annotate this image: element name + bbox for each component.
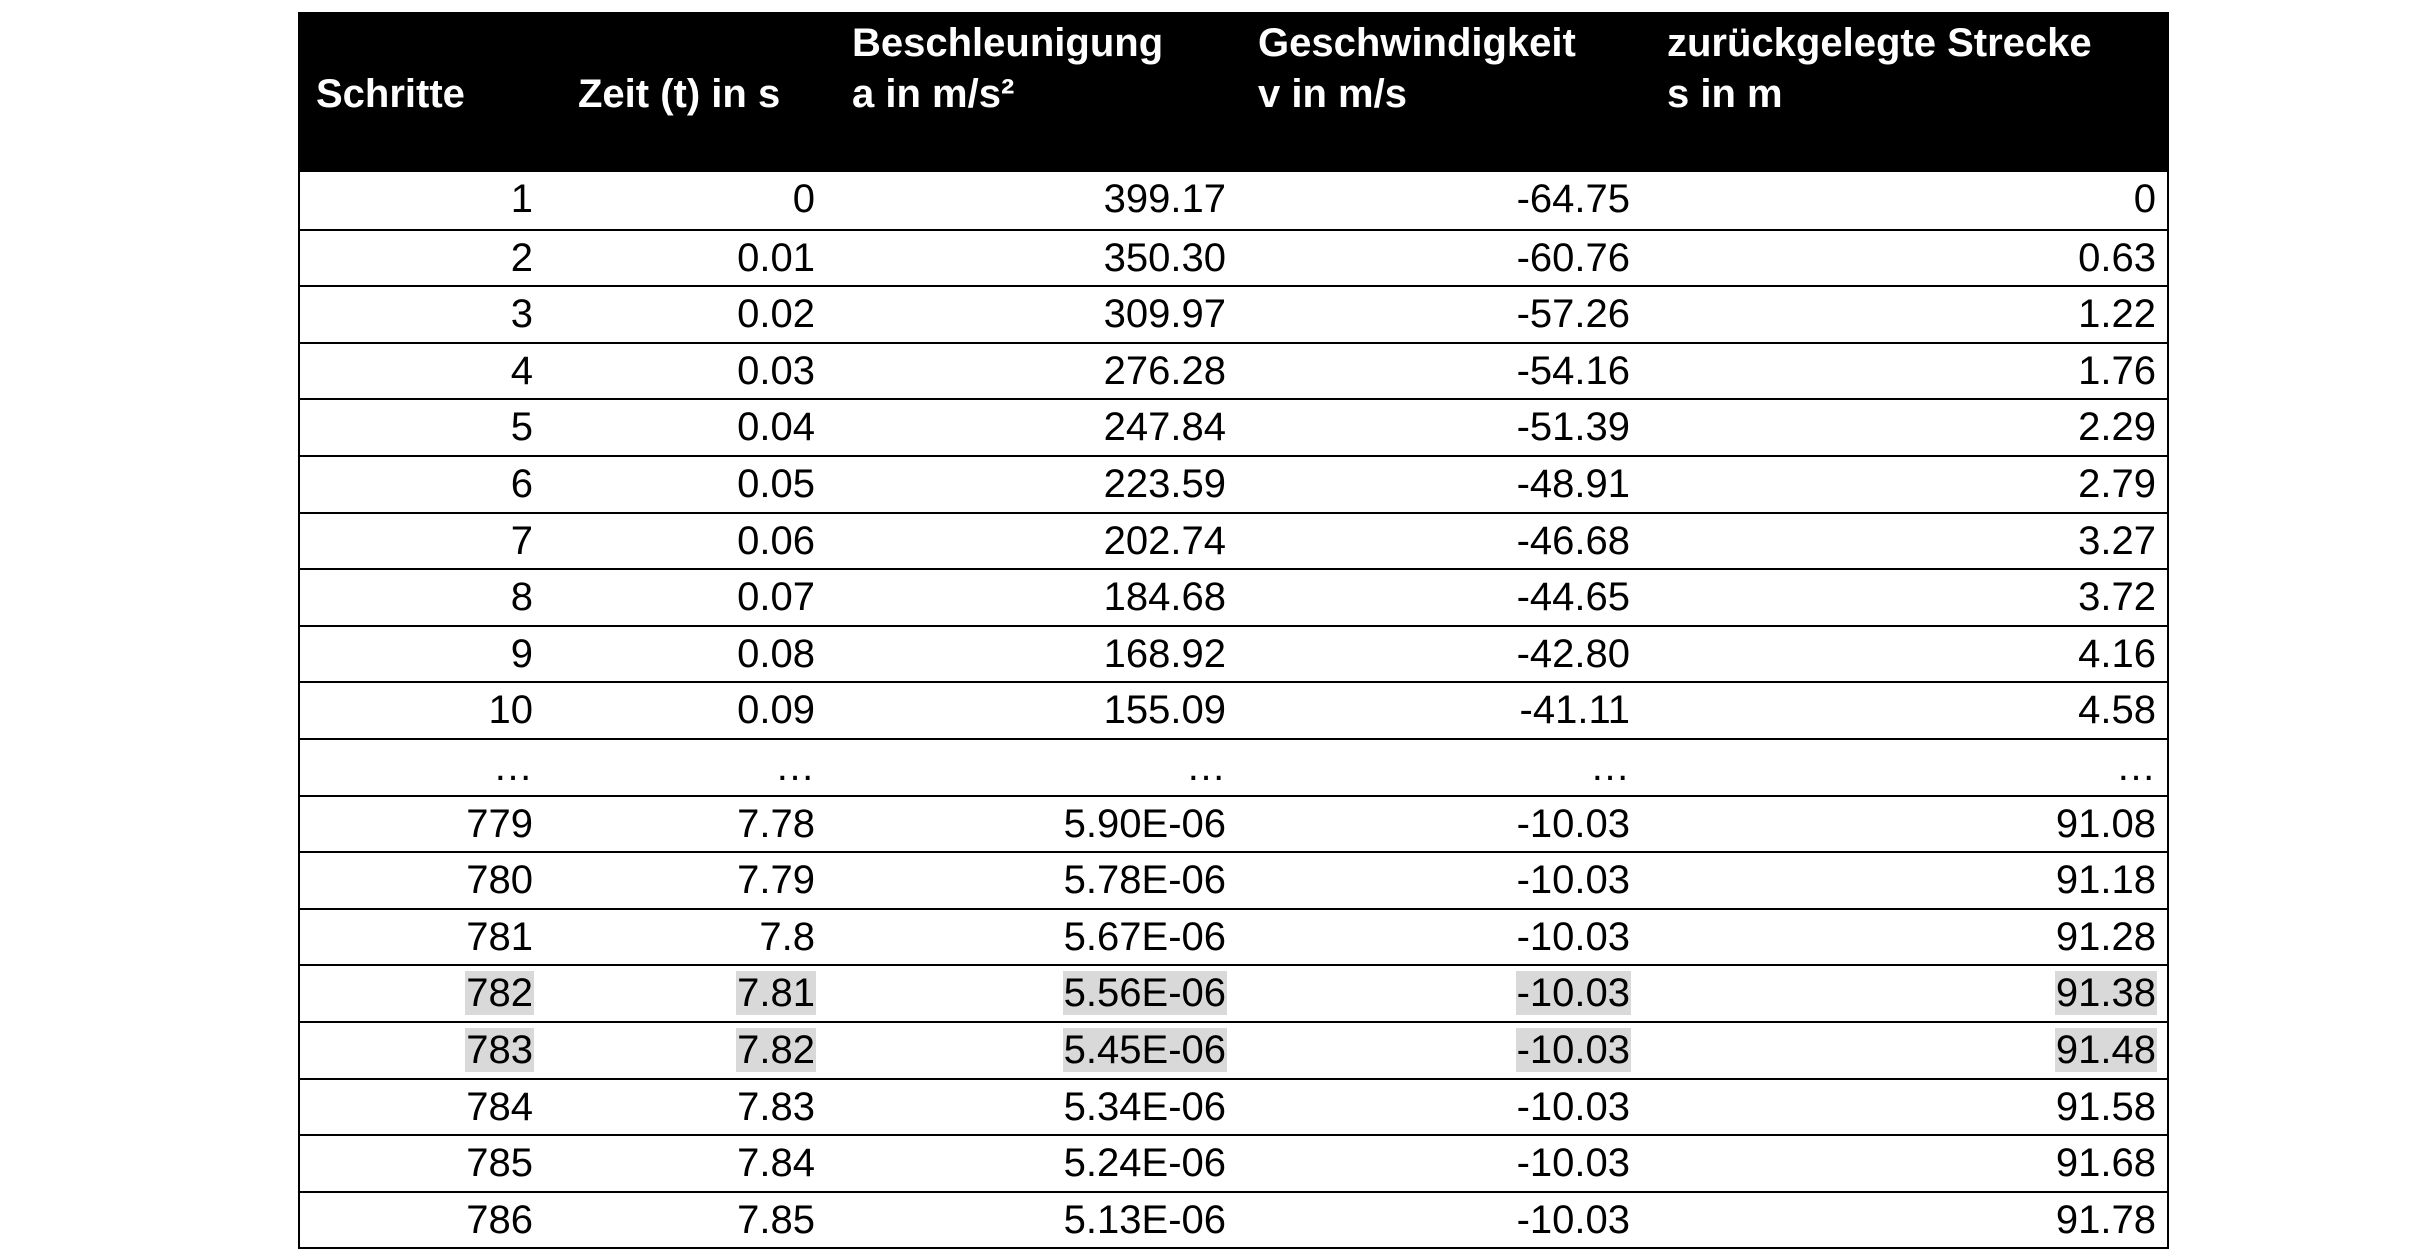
steps-cell xyxy=(300,231,550,286)
header-cell-acceleration: Beschleunigung a in m/s² xyxy=(852,21,1164,116)
velocity-cell xyxy=(1231,627,1640,682)
cell-value: -10.03 xyxy=(1516,1197,1630,1242)
velocity-cell xyxy=(1231,514,1640,569)
cell-value: -10.03 xyxy=(1516,1084,1630,1129)
steps-cell xyxy=(300,1193,550,1248)
velocity-cell xyxy=(1231,1080,1640,1135)
cell-value: 91.28 xyxy=(2055,914,2156,959)
acceleration-cell xyxy=(828,457,1231,512)
steps-cell xyxy=(300,344,550,399)
acceleration-cell xyxy=(828,966,1231,1021)
cell-value: 7.8 xyxy=(759,914,815,959)
cell-value: 5.24E-06 xyxy=(1063,1141,1226,1186)
time-cell xyxy=(550,1023,828,1078)
cell-value: 247.84 xyxy=(1103,405,1226,450)
cell-value: 1.22 xyxy=(2078,292,2156,337)
table-row xyxy=(300,512,2167,569)
table-row xyxy=(300,1078,2167,1135)
cell-value: 0.04 xyxy=(737,405,815,450)
table-row xyxy=(300,455,2167,512)
cell-value: -42.80 xyxy=(1516,631,1630,676)
distance-cell xyxy=(1640,287,2167,342)
time-cell xyxy=(550,797,828,852)
steps-cell xyxy=(300,457,550,512)
distance-cell xyxy=(1640,910,2167,965)
velocity-cell xyxy=(1231,683,1640,738)
acceleration-cell xyxy=(828,287,1231,342)
table-body xyxy=(298,172,2169,1249)
cell-value: 5.78E-06 xyxy=(1063,858,1226,903)
cell-value: 1.76 xyxy=(2078,348,2156,393)
cell-value: 168.92 xyxy=(1103,631,1226,676)
table-header xyxy=(298,12,2169,172)
time-cell xyxy=(550,570,828,625)
distance-cell xyxy=(1640,853,2167,908)
header-cell-steps: Schritte xyxy=(316,72,465,116)
time-cell xyxy=(550,400,828,455)
cell-value: 779 xyxy=(466,801,533,846)
distance-cell xyxy=(1640,172,2167,229)
data-table xyxy=(298,12,2169,1249)
cell-value: 780 xyxy=(466,858,533,903)
velocity-cell xyxy=(1231,966,1640,1021)
cell-value: 3.27 xyxy=(2078,518,2156,563)
velocity-cell xyxy=(1231,853,1640,908)
time-cell xyxy=(550,1193,828,1248)
velocity-cell xyxy=(1231,231,1640,286)
time-cell xyxy=(550,853,828,908)
steps-cell xyxy=(300,797,550,852)
cell-value: -10.03 xyxy=(1516,914,1630,959)
cell-value: 2.29 xyxy=(2078,405,2156,450)
cell-value: 4 xyxy=(510,348,533,393)
table-row xyxy=(300,964,2167,1021)
distance-cell xyxy=(1640,627,2167,682)
cell-value: -51.39 xyxy=(1516,405,1630,450)
cell-value: 5.34E-06 xyxy=(1063,1084,1226,1129)
cell-value: 350.30 xyxy=(1103,235,1226,280)
acceleration-cell xyxy=(828,231,1231,286)
cell-value: -10.03 xyxy=(1516,971,1630,1016)
steps-cell xyxy=(300,740,550,795)
header-cell-distance: zurückgelegte Strecke s in m xyxy=(1667,21,2092,116)
distance-cell xyxy=(1640,966,2167,1021)
cell-value: 781 xyxy=(466,914,533,959)
velocity-cell xyxy=(1231,400,1640,455)
cell-value: 91.78 xyxy=(2055,1197,2156,1242)
cell-value: 91.18 xyxy=(2055,858,2156,903)
distance-cell xyxy=(1640,344,2167,399)
cell-value: 0.06 xyxy=(737,518,815,563)
acceleration-cell xyxy=(828,683,1231,738)
distance-cell xyxy=(1640,1080,2167,1135)
cell-value: 4.16 xyxy=(2078,631,2156,676)
table-row xyxy=(300,229,2167,286)
cell-value: 5.56E-06 xyxy=(1063,971,1226,1016)
acceleration-cell xyxy=(828,910,1231,965)
cell-value: 3 xyxy=(510,292,533,337)
distance-cell xyxy=(1640,570,2167,625)
cell-value: -10.03 xyxy=(1516,801,1630,846)
velocity-cell xyxy=(1231,344,1640,399)
cell-value: 0.08 xyxy=(737,631,815,676)
cell-value: -64.75 xyxy=(1516,177,1630,221)
table-row xyxy=(300,1021,2167,1078)
cell-value: … xyxy=(1186,744,1226,789)
cell-value: 7.85 xyxy=(737,1197,815,1242)
cell-value: 7.83 xyxy=(737,1084,815,1129)
cell-value: 399.17 xyxy=(1103,177,1226,221)
cell-value: 4.58 xyxy=(2078,688,2156,733)
cell-value: 8 xyxy=(510,575,533,620)
cell-value: 7.82 xyxy=(737,1027,815,1072)
distance-cell xyxy=(1640,740,2167,795)
cell-value: -44.65 xyxy=(1516,575,1630,620)
acceleration-cell xyxy=(828,853,1231,908)
cell-value: 2.79 xyxy=(2078,461,2156,506)
distance-cell xyxy=(1640,1193,2167,1248)
header-cell-time: Zeit (t) in s xyxy=(578,72,781,116)
time-cell xyxy=(550,344,828,399)
cell-value: -60.76 xyxy=(1516,235,1630,280)
cell-value: -54.16 xyxy=(1516,348,1630,393)
time-cell xyxy=(550,172,828,229)
cell-value: 184.68 xyxy=(1103,575,1226,620)
table-row xyxy=(300,1134,2167,1191)
cell-value: 5.13E-06 xyxy=(1063,1197,1226,1242)
velocity-cell xyxy=(1231,570,1640,625)
cell-value: 783 xyxy=(466,1027,533,1072)
cell-value: 7.79 xyxy=(737,858,815,903)
steps-cell xyxy=(300,1080,550,1135)
cell-value: 5.90E-06 xyxy=(1063,801,1226,846)
acceleration-cell xyxy=(828,344,1231,399)
cell-value: -41.11 xyxy=(1519,688,1630,733)
distance-cell xyxy=(1640,231,2167,286)
steps-cell xyxy=(300,853,550,908)
velocity-cell xyxy=(1231,287,1640,342)
cell-value: -10.03 xyxy=(1516,858,1630,903)
velocity-cell xyxy=(1231,172,1640,229)
cell-value: 0.09 xyxy=(737,688,815,733)
cell-value: 6 xyxy=(510,461,533,506)
cell-value: 0 xyxy=(792,177,815,221)
table-row xyxy=(300,908,2167,965)
time-cell xyxy=(550,910,828,965)
time-cell xyxy=(550,1080,828,1135)
time-cell xyxy=(550,457,828,512)
time-cell xyxy=(550,627,828,682)
cell-value: 0.63 xyxy=(2078,235,2156,280)
acceleration-cell xyxy=(828,797,1231,852)
time-cell xyxy=(550,287,828,342)
table-row xyxy=(300,172,2167,229)
velocity-cell xyxy=(1231,740,1640,795)
velocity-cell xyxy=(1231,1023,1640,1078)
cell-value: 91.58 xyxy=(2055,1084,2156,1129)
acceleration-cell xyxy=(828,1193,1231,1248)
distance-cell xyxy=(1640,514,2167,569)
distance-cell xyxy=(1640,683,2167,738)
cell-value: 91.48 xyxy=(2055,1027,2156,1072)
cell-value: 0.01 xyxy=(737,235,815,280)
cell-value: 0 xyxy=(2133,177,2156,221)
acceleration-cell xyxy=(828,400,1231,455)
cell-value: 0.02 xyxy=(737,292,815,337)
time-cell xyxy=(550,683,828,738)
velocity-cell xyxy=(1231,797,1640,852)
time-cell xyxy=(550,514,828,569)
steps-cell xyxy=(300,1023,550,1078)
cell-value: 5.45E-06 xyxy=(1063,1027,1226,1072)
cell-value: 0.03 xyxy=(737,348,815,393)
distance-cell xyxy=(1640,1023,2167,1078)
acceleration-cell xyxy=(828,172,1231,229)
cell-value: 7.84 xyxy=(737,1141,815,1186)
distance-cell xyxy=(1640,457,2167,512)
time-cell xyxy=(550,740,828,795)
acceleration-cell xyxy=(828,1023,1231,1078)
cell-value: 784 xyxy=(466,1084,533,1129)
cell-value: 91.38 xyxy=(2055,971,2156,1016)
acceleration-cell xyxy=(828,627,1231,682)
cell-value: 5 xyxy=(510,405,533,450)
steps-cell xyxy=(300,400,550,455)
cell-value: -10.03 xyxy=(1516,1027,1630,1072)
cell-value: 0.07 xyxy=(737,575,815,620)
cell-value: 3.72 xyxy=(2078,575,2156,620)
cell-value: -46.68 xyxy=(1516,518,1630,563)
header-cell-velocity: Geschwindigkeit v in m/s xyxy=(1258,21,1576,116)
acceleration-cell xyxy=(828,740,1231,795)
time-cell xyxy=(550,966,828,1021)
steps-cell xyxy=(300,172,550,229)
velocity-cell xyxy=(1231,910,1640,965)
velocity-cell xyxy=(1231,457,1640,512)
cell-value: 2 xyxy=(510,235,533,280)
cell-value: 202.74 xyxy=(1103,518,1226,563)
cell-value: 1 xyxy=(510,177,533,221)
steps-cell xyxy=(300,627,550,682)
acceleration-cell xyxy=(828,514,1231,569)
steps-cell xyxy=(300,514,550,569)
cell-value: 7 xyxy=(510,518,533,563)
velocity-cell xyxy=(1231,1136,1640,1191)
table-row xyxy=(300,795,2167,852)
cell-value: -48.91 xyxy=(1516,461,1630,506)
time-cell xyxy=(550,1136,828,1191)
table-row xyxy=(300,285,2167,342)
cell-value: 91.68 xyxy=(2055,1141,2156,1186)
steps-cell xyxy=(300,683,550,738)
cell-value: 309.97 xyxy=(1103,292,1226,337)
steps-cell xyxy=(300,287,550,342)
cell-value: -10.03 xyxy=(1516,1141,1630,1186)
cell-value: 9 xyxy=(510,631,533,676)
cell-value: 10 xyxy=(488,688,533,733)
steps-cell xyxy=(300,910,550,965)
distance-cell xyxy=(1640,400,2167,455)
cell-value: -57.26 xyxy=(1516,292,1630,337)
table-row xyxy=(300,625,2167,682)
cell-value: 276.28 xyxy=(1103,348,1226,393)
cell-value: … xyxy=(775,744,815,789)
cell-value: 5.67E-06 xyxy=(1063,914,1226,959)
table-row xyxy=(300,1191,2167,1248)
acceleration-cell xyxy=(828,570,1231,625)
time-cell xyxy=(550,231,828,286)
cell-value: … xyxy=(493,744,533,789)
table-row xyxy=(300,398,2167,455)
cell-value: 223.59 xyxy=(1103,461,1226,506)
cell-value: 782 xyxy=(466,971,533,1016)
cell-value: 785 xyxy=(466,1141,533,1186)
distance-cell xyxy=(1640,797,2167,852)
table-row xyxy=(300,738,2167,795)
cell-value: 786 xyxy=(466,1197,533,1242)
steps-cell xyxy=(300,1136,550,1191)
table-row xyxy=(300,342,2167,399)
cell-value: 155.09 xyxy=(1103,688,1226,733)
acceleration-cell xyxy=(828,1080,1231,1135)
table-row xyxy=(300,681,2167,738)
cell-value: … xyxy=(1590,744,1630,789)
acceleration-cell xyxy=(828,1136,1231,1191)
cell-value: 7.81 xyxy=(737,971,815,1016)
steps-cell xyxy=(300,966,550,1021)
velocity-cell xyxy=(1231,1193,1640,1248)
cell-value: 0.05 xyxy=(737,461,815,506)
cell-value: 91.08 xyxy=(2055,801,2156,846)
cell-value: 7.78 xyxy=(737,801,815,846)
cell-value: … xyxy=(2116,744,2156,789)
table-row xyxy=(300,851,2167,908)
table-row xyxy=(300,568,2167,625)
distance-cell xyxy=(1640,1136,2167,1191)
steps-cell xyxy=(300,570,550,625)
